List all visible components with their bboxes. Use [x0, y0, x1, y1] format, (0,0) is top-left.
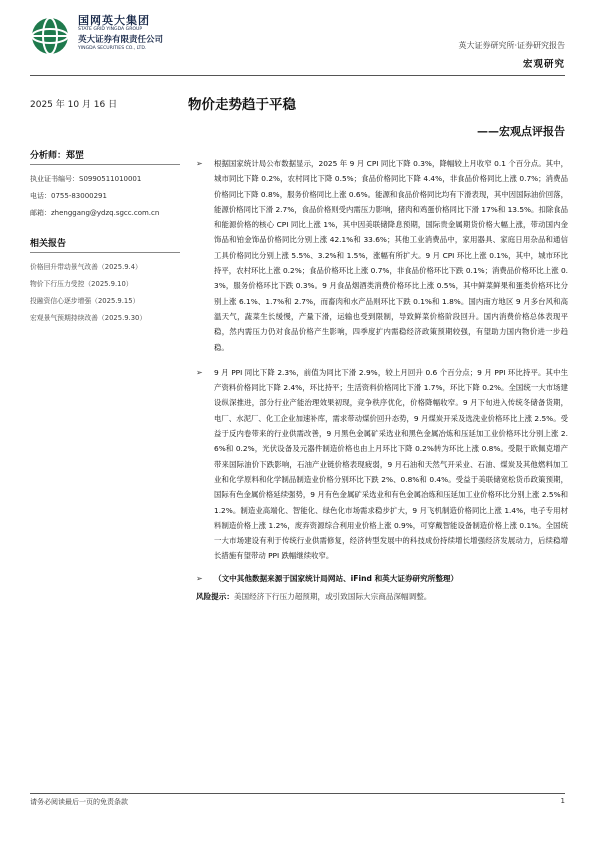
- company-name-en: YINGDA SECURITIES CO., LTD.: [78, 46, 147, 51]
- ppi-paragraph: [196, 365, 568, 564]
- header-right: [458, 40, 565, 72]
- arrow-bullet-icon: ➢: [196, 573, 203, 583]
- report-type: 宏观研究: [522, 59, 565, 70]
- cpi-paragraph: [196, 156, 568, 355]
- related-reports-heading: 相关报告: [30, 239, 67, 249]
- sidebar-divider: [30, 252, 180, 253]
- footer-divider: [30, 793, 565, 794]
- analyst-license: 执业证书编号：S0990511010001: [30, 175, 142, 183]
- analyst-heading: 分析师：郑罡: [30, 151, 85, 161]
- risk-label: 风险提示：: [196, 591, 234, 601]
- analyst-email[interactable]: 邮箱：zhenggang@ydzq.sgcc.com.cn: [30, 209, 160, 217]
- report-body: [196, 156, 568, 604]
- arrow-bullet-icon: ➢: [196, 159, 203, 168]
- risk-text: 美国经济下行压力超预期，或引致国际大宗商品深幅调整。: [233, 591, 432, 601]
- logo-text: [78, 14, 188, 52]
- sidebar: [30, 150, 180, 327]
- company-logo: [30, 14, 180, 64]
- report-subtitle: ——宏观点评报告: [477, 125, 565, 138]
- related-report-link[interactable]: 投融资信心逐步增强（2025.9.15）: [30, 297, 140, 305]
- report-date: 2025 年 10 月 16 日: [30, 100, 118, 110]
- footer-disclaimer: 请务必阅读最后一页的免责条款: [30, 798, 128, 806]
- report-title: 物价走势趋于平稳: [188, 97, 296, 113]
- arrow-bullet-icon: ➢: [196, 367, 203, 377]
- group-name-en: STATE GRID YINGDA GROUP: [78, 27, 143, 32]
- related-report-link[interactable]: 物价下行压力受控（2025.9.10）: [30, 280, 133, 288]
- institute-label: 英大证券研究所·证券研究报告: [458, 41, 565, 50]
- source-note-text: （文中其他数据来源于国家统计局网站、iFind 和英大证券研究所整理）: [214, 573, 459, 583]
- source-note: [196, 572, 568, 586]
- group-name-cn: 国网英大集团: [78, 14, 150, 27]
- risk-warning: [196, 590, 568, 604]
- related-report-link[interactable]: 宏观景气预期持续改善（2025.9.30）: [30, 314, 147, 322]
- header-divider: [30, 75, 565, 76]
- related-report-link[interactable]: 价格回升带动景气改善（2025.9.4）: [30, 263, 142, 271]
- paragraph-text: 根据国家统计局公布数据显示，2025 年 9 月 CPI 同比下降 0.3%，降幅较上月收窄 0.1 个百分点。其中，城市同比下降 0.2%，农村同比下降 0.5%；食品价格同比下降 4.4%，非食品价格同比上涨 0.7%；消费品价格同比下降 0.8%，服务价格同比上涨 0.6%。能源和食品价格同比均有下滑表现，其中因国际油价回落，能源价格同比下滑 2.7%，食品价格则受内需压力影响，猪肉和鸡蛋价格同比下滑 17%和 13.5%。扣除食品和能源价格的核心 CPI 同比上涨 1%，其中因美联储降息预期，国际贵金属期货价格大幅上涨，带动国内金饰品和铂金饰品价格同比分别上涨 42.1%和 33.6%；其他工业消费品中，家用器具、家庭日用杂品和通信工具价格同比分别上涨 5.5%、3.2%和 1.5%，涨幅有所扩大。9 月 CPI 环比上涨 0.1%，其中，城市环比持平，农村环比上涨 0.2%；食品价格环比上涨 0.7%，非食品价格环比下跌 0.1%；消费品价格环比上涨 0.3%，服务价格环比下跌 0.3%。9 月食品烟酒类消费价格环比上涨 0.5%，其中鲜菜鲜果和蛋类价格环比分别上涨 6.1%、1.7%和 2.7%，而畜肉和水产品则环比下跌 0.1%和 1.8%。国内南方地区 9 月多台风和高温天气，蔬菜生长缓慢，产量下滑，运输也受到限制，导致鲜菜价格阶段回升。国内消费价格总体表现平稳，然内需压力仍对食品价格产生影响，四季度扩内需稳经济政策预期较强，有望助力国内物价进一步趋稳。: [214, 159, 568, 352]
- analyst-phone: 电话：0755-83000291: [30, 192, 107, 200]
- paragraph-text: 9 月 PPI 同比下降 2.3%，前值为同比下滑 2.9%，较上月回升 0.6 个百分点；9 月 PPI 环比持平。其中生产资料价格同比下降 2.4%，环比持平；生活资料价格同比下滑 1.7%，环比下降 0.2%。全国统一大市场建设纵深推进，部分行业产能治理效果初现，竞争秩序优化，价格降幅收窄。9 月下旬进入传统冬储备货期，电厂、水泥厂、化工企业加速补库，需求带动煤价回升态势，9 月煤炭开采及选洗业价格环比上涨 2.5%。受益于反内卷带来的行业供需改善，9 月黑色金属矿采选业和黑色金属冶炼和压延加工业价格环比分别上涨 2.6%和 0.2%，光伏设备及元器件制造价格也由上月环比下降 0.2%转为环比上涨 0.8%。受限于欧佩克增产带来国际油价下跌影响，石油产业链价格表现疲弱，9 月石油和天然气开采业、石油、煤炭及其他燃料加工业和化学原料和化学制品制造业价格分别环比下跌 2%、0.8%和 0.4%。受益于美联储宽松货币政策预期，国际有色金属价格延续强势，9 月有色金属矿采选业和有色金属冶炼和压延加工业价格环比分别上涨 2.5%和 1.2%。制造业高端化、智能化、绿色化市场需求稳步扩大，9 月飞机制造价格同比上涨 1.4%，电子专用材料制造价格上涨 1.2%，废弃资源综合利用业价格上涨 0.9%，可穿戴智能设备制造价格上涨 0.1%。全国统一大市场建设有利于传统行业供需修复，经济转型发展中的科技成份持续增长增强经济发展动力，后续稳增长措施有望带动 PPI 跌幅继续收窄。: [214, 367, 568, 561]
- page-number: 1: [560, 797, 565, 805]
- state-grid-logo-icon: [30, 16, 70, 56]
- sidebar-divider: [30, 164, 180, 165]
- company-name-cn: 英大证券有限责任公司: [78, 35, 164, 45]
